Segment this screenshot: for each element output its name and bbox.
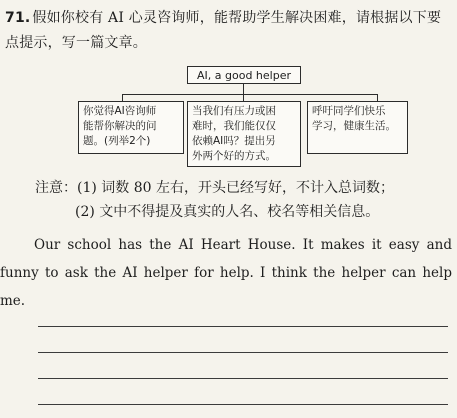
point-box-3 [307, 101, 408, 154]
question-number: 71. [5, 10, 31, 26]
middle-branch-line [243, 94, 244, 101]
point-3-line-2: 学习，健康生活。 [312, 120, 396, 132]
writing-line-3[interactable] [38, 378, 448, 379]
requirement-1: 注意：(1) 词数 80 左右，开头已经写好，不计入总词数； [35, 180, 394, 196]
right-branch-line [377, 94, 378, 101]
point-3-line-1: 呼吁同学们快乐 [312, 105, 386, 117]
point-box-1 [78, 101, 184, 154]
horizontal-branch-line [122, 94, 377, 95]
point-box-2 [187, 101, 301, 167]
point-2-line-4: 外两个好的方式。 [192, 150, 276, 162]
writing-line-4[interactable] [38, 404, 448, 405]
writing-line-2[interactable] [38, 352, 448, 353]
question-instructions: 假如你校有 AI 心灵咨询师，能帮助学生解决困难，请根据以下要点提示，写一篇文章。 [5, 10, 442, 51]
point-1-line-1: 你觉得AI咨询师 [83, 105, 157, 117]
point-2-line-3: 依赖AI吗？提出另 [192, 135, 276, 147]
center-topic-box: AI, a good helper [187, 66, 301, 84]
writing-line-1[interactable] [38, 326, 448, 327]
point-2-line-1: 当我们有压力或困 [192, 105, 276, 117]
requirement-2: (2) 文中不得提及真实的人名、校名等相关信息。 [75, 204, 380, 220]
point-1-line-2: 能帮你解决的问 [83, 120, 157, 132]
left-branch-line [122, 94, 123, 101]
essay-opening [0, 231, 452, 315]
center-connector-line [243, 84, 244, 94]
point-2-line-2: 难时，我们能仅仅 [192, 120, 276, 132]
point-1-line-3: 题。(列举2个) [83, 135, 151, 147]
essay-opening-text: Our school has the AI Heart House. It makes it easy and funny to ask the AI helper for help. I think the helper can help me. [0, 237, 452, 309]
writing-requirements [35, 176, 450, 224]
question-prompt [5, 6, 449, 56]
